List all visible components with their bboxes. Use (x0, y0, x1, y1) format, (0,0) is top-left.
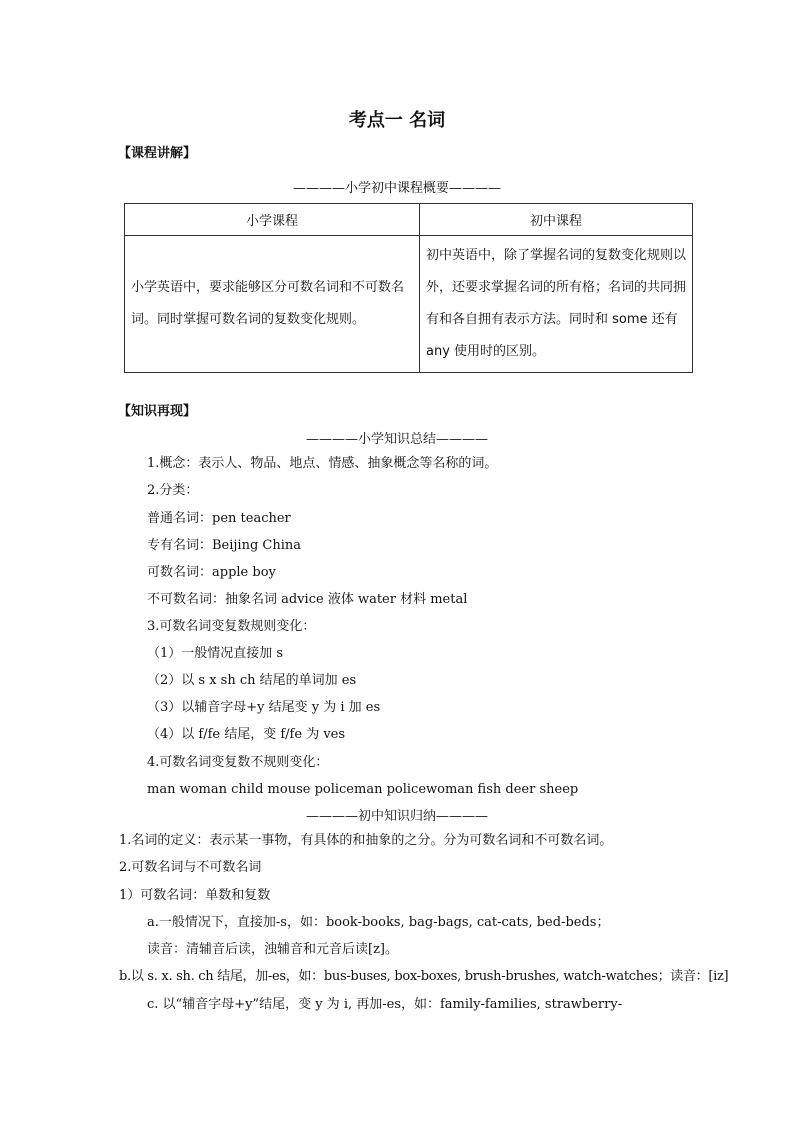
course-overview-table (124, 203, 693, 373)
primary-line-proper-noun: 专有名词：Beijing China (147, 538, 302, 553)
table-row (125, 236, 693, 373)
overview-divider: ————小学初中课程概要———— (292, 181, 501, 196)
primary-line-rule-1: （1）一般情况直接加 s (147, 646, 284, 661)
primary-line-rule-2: （2）以 s x sh ch 结尾的单词加 es (147, 673, 357, 688)
primary-line-irregular: 4.可数名词变复数不规则变化： (147, 755, 329, 770)
junior-line-rule-c: c. 以“辅音字母+y”结尾，变 y 为 i, 再加-es，如：family-families, strawberry- (147, 997, 623, 1012)
section-heading-lecture: 【课程讲解】 (118, 146, 197, 161)
primary-summary-divider: ————小学知识总结———— (305, 432, 488, 447)
junior-line-countable-uncountable: 2.可数名词与不可数名词 (119, 860, 262, 875)
junior-summary-divider: ————初中知识归纳———— (305, 809, 488, 824)
table-header-primary: 小学课程 (125, 204, 420, 236)
junior-line-rule-b: b.以 s. x. sh. ch 结尾，加-es，如：bus-buses, box-boxes, brush-brushes, watch-watches；读音：[iz] (119, 969, 729, 984)
junior-line-definition: 1.名词的定义：表示某一事物，有具体的和抽象的之分。分为可数名词和不可数名词。 (119, 833, 613, 848)
table-cell-primary: 小学英语中，要求能够区分可数名词和不可数名词。同时掌握可数名词的复数变化规则。 (125, 236, 420, 373)
table-cell-junior: 初中英语中，除了掌握名词的复数变化规则以外，还要求掌握名词的所有格；名词的共同拥有和各自拥有表示方法。同时和 some 还有 any 使用时的区别。 (420, 236, 693, 373)
primary-line-common-noun: 普通名词：pen teacher (147, 511, 291, 526)
page-title: 考点一 名词 (348, 110, 446, 131)
primary-line-concept: 1.概念：表示人、物品、地点、情感、抽象概念等名称的词。 (147, 456, 498, 471)
primary-line-irregular-examples: man woman child mouse policeman policewoman fish deer sheep (147, 782, 579, 797)
section-heading-review: 【知识再现】 (118, 404, 197, 419)
junior-line-rule-a: a.一般情况下，直接加-s，如：book-books, bag-bags, cat-cats, bed-beds； (147, 915, 610, 930)
primary-line-plural-rules: 3.可数名词变复数规则变化： (147, 619, 316, 634)
primary-line-rule-4: （4）以 f/fe 结尾，变 f/fe 为 ves (147, 727, 346, 742)
primary-line-uncountable-noun: 不可数名词：抽象名词 advice 液体 water 材料 metal (147, 592, 468, 607)
primary-line-classification: 2.分类： (147, 483, 199, 498)
primary-line-countable-noun: 可数名词：apple boy (147, 565, 276, 580)
table-header-row (125, 204, 693, 236)
primary-line-rule-3: （3）以辅音字母+y 结尾变 y 为 i 加 es (147, 700, 381, 715)
junior-line-countable-heading: 1）可数名词：单数和复数 (119, 888, 271, 903)
table-header-junior: 初中课程 (420, 204, 693, 236)
junior-line-pronunciation: 读音：清辅音后读，浊辅音和元音后读[z]。 (147, 942, 398, 957)
